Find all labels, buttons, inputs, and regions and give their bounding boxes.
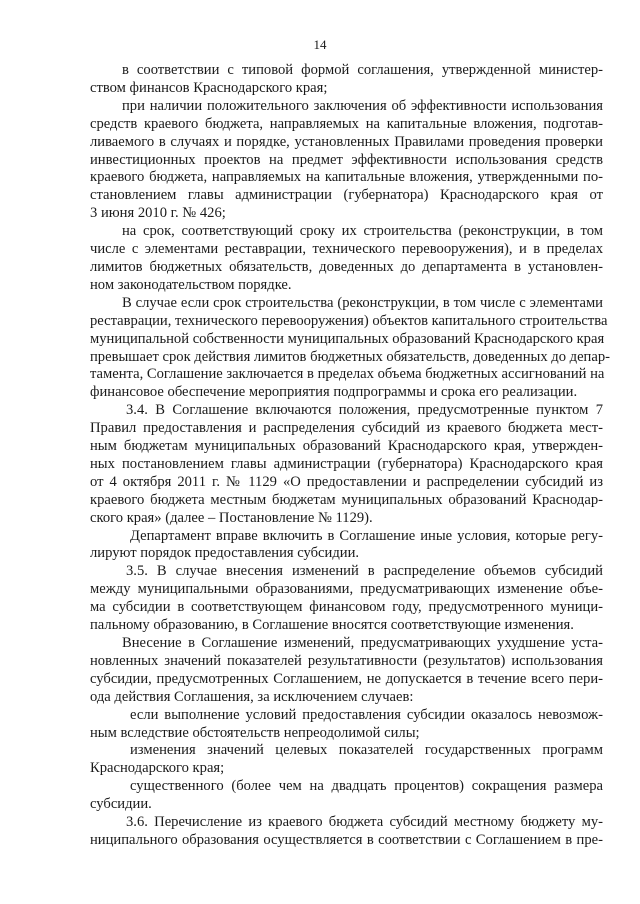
text-line: новленных значений показателей результативности (результатов) использования: [90, 652, 603, 669]
text-line: пальному образованию, в Соглашение вносятся соответствующие изменения.: [90, 617, 574, 634]
text-line: 3.5. В случае внесения изменений в распределение объемов субсидий: [126, 563, 603, 580]
text-line: финансовое обеспечение мероприятия подпрограммы и срока его реализации.: [90, 384, 578, 401]
text-line: ма субсидии в соответствующем финансовом году, предусмотренного муници-: [90, 599, 603, 616]
text-line: средств краевого бюджета, направляемых на капитальные вложения, подготав-: [90, 115, 603, 132]
text-line: муниципальной собственности муниципальных образований Краснодарского края: [90, 330, 605, 347]
text-line: в соответствии с типовой формой соглашения, утвержденной министер-: [122, 62, 603, 78]
text-line: изменения значений целевых показателей государственных программ: [130, 742, 603, 759]
text-line: между муниципальными образованиями, предусматривающих изменение объе-: [90, 581, 603, 598]
paragraph: [90, 635, 603, 707]
text-line: Департамент вправе включить в Соглашение иные условия, которые регу-: [130, 527, 603, 544]
text-line: ливаемого в случаях и порядке, установленных Правилами проведения проверки: [90, 133, 603, 150]
text-line: 3 июня 2010 г. № 426;: [90, 205, 226, 222]
text-line: ода действия Соглашения, за исключением случаев:: [90, 688, 414, 705]
text-line: существенного (более чем на двадцать процентов) сокращения размера: [130, 778, 603, 795]
paragraph: [90, 814, 603, 850]
text-line: лимитов бюджетных обязательств, доведенных до департамента в установлен-: [90, 258, 603, 275]
text-line: 3.4. В Соглашение включаются положения, предусмотренные пунктом 7: [126, 402, 603, 419]
text-line: ным бюджетам муниципальных образований Краснодарского края, утвержден-: [90, 438, 603, 455]
text-line: ского края» (далее – Постановление № 1129).: [90, 509, 373, 526]
text-line: лируют порядок предоставления субсидии.: [90, 545, 360, 562]
text-line: при наличии положительного заключения об эффективности использования: [122, 97, 603, 114]
text-line: ных постановлением главы администрации (губернатора) Краснодарского края: [90, 455, 603, 472]
text-line: реставрации, технического перевооружения) объектов капитального строительства: [90, 312, 608, 329]
text-line: ном законодательством порядке.: [90, 276, 292, 293]
text-line: Внесение в Соглашение изменений, предусматривающих ухудшение уста-: [122, 635, 603, 651]
paragraph: [90, 223, 603, 295]
text-line: ным вследствие обстоятельств непреодолимой силы;: [90, 724, 420, 741]
page-number: 14: [313, 37, 327, 52]
paragraph: [90, 98, 603, 223]
text-line: субсидии.: [90, 796, 152, 813]
text-line: превышает срок действия лимитов бюджетных обязательств, доведенных до депар-: [90, 348, 610, 365]
text-line: Краснодарского края;: [90, 760, 225, 777]
document-body: [90, 62, 610, 850]
text-line: краевого бюджета местным бюджетам муниципальных образований Краснодар-: [90, 491, 603, 508]
text-line: краевого бюджета, направляемых на капитальные вложения, утвержденными по-: [90, 169, 603, 186]
paragraph: [90, 402, 603, 527]
text-line: становлением главы администрации (губернатора) Краснодарского края от: [90, 187, 603, 204]
text-line: от 4 октября 2011 г. № 1129 «О предоставлении и распределении субсидий из: [90, 473, 603, 490]
text-line: субсидии, предусмотренных Соглашением, не допускается в течение всего пери-: [90, 670, 603, 687]
text-line: ниципального образования осуществляется в соответствии с Соглашением в пре-: [90, 831, 603, 848]
text-line: инвестиционных проектов на предмет эффективности использования средств: [90, 151, 603, 168]
text-line: если выполнение условий предоставления субсидии оказалось невозмож-: [130, 706, 603, 723]
text-line: В случае если срок строительства (реконструкции, в том числе с элементами: [122, 294, 603, 311]
paragraph: [90, 778, 603, 814]
text-line: числе с элементами реставрации, технического перевооружения), и в пределах: [90, 241, 603, 258]
paragraph: [90, 563, 603, 635]
text-line: 3.6. Перечисление из краевого бюджета субсидий местному бюджету му-: [126, 814, 603, 831]
paragraph: [90, 528, 603, 564]
text-line: тамента, Соглашение заключается в пределах объема бюджетных ассигнований на: [90, 366, 605, 383]
paragraph: [90, 294, 610, 402]
text-line: Правил предоставления и распределения субсидий из краевого бюджета мест-: [90, 420, 603, 437]
paragraph: [90, 742, 603, 778]
text-line: ством финансов Краснодарского края;: [90, 79, 328, 96]
text-line: на срок, соответствующий сроку их строительства (реконструкции, в том: [122, 223, 603, 240]
paragraph: [90, 707, 603, 743]
paragraph: [90, 62, 603, 98]
